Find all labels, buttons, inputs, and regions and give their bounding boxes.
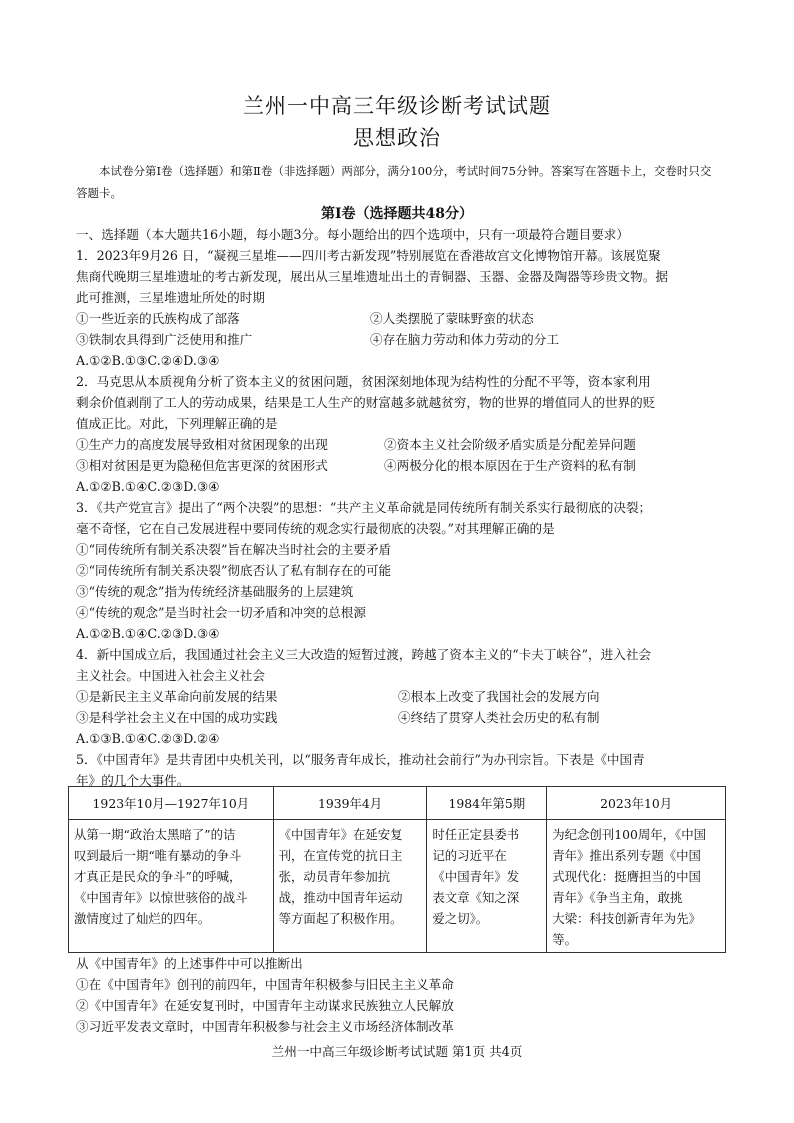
- table-cell: [427, 820, 547, 953]
- cell-line: 张，动员青年参加抗: [278, 869, 391, 884]
- q5-stem-line: 年》的几个大事件。: [76, 773, 190, 788]
- cell-line: 叹到最后一期“唯有暴动的争斗: [74, 848, 242, 863]
- q4-option: ④终结了贯穿人类社会历史的私有制: [398, 710, 600, 725]
- section-instructions: 一、选择题（本大题共16小题，每小题3分。每小题给出的四个选项中，只有一项最符合题目要求）: [76, 227, 629, 242]
- q4-answer-choices: A.①③B.①④C.②③D.②④: [76, 731, 220, 746]
- cell-line: 《中国青年》发: [432, 869, 520, 884]
- q5-option: ②《中国青年》在延安复刊时，中国青年主动谋求民族独立人民解放: [76, 998, 454, 1013]
- q1-stem-line: 此可推测，三星堆遗址所处的时期: [76, 290, 265, 305]
- q3-stem-line: 3．《共产党宣言》提出了“两个决裂”的思想：“共产主义革命就是同传统所有制关系实行最彻底的决裂；: [76, 500, 652, 515]
- cell-line: 表文章《知之深: [432, 890, 520, 905]
- table-cell: [69, 820, 274, 953]
- q1-stem-line: 焦商代晚期三星堆遗址的考古新发现，展出从三星堆遗址出土的青铜器、玉器、金器及陶器等珍贵文物。据: [76, 269, 668, 284]
- cell-line: 记的习近平在: [432, 848, 507, 863]
- table-cell: [273, 820, 427, 953]
- q2-stem-line: 剩余价值剥削了工人的劳动成果，结果是工人生产的财富越多就越贫穷，物的世界的增值同人的世界的贬: [76, 395, 656, 410]
- cell-line: 激情度过了灿烂的四年。: [74, 911, 211, 926]
- table-header-cell: 1923年10月—1927年10月: [69, 787, 274, 820]
- q1-option: ③铁制农具得到广泛使用和推广: [76, 332, 253, 347]
- cell-line: 战，推动中国青年运动: [278, 890, 403, 905]
- q1-option: ②人类摆脱了蒙昧野蛮的状态: [370, 311, 534, 326]
- page-footer: 兰州一中高三年级诊断考试试题 第1页 共4页: [271, 1044, 523, 1059]
- q2-stem-line: 值成正比。对此，下列理解正确的是: [76, 416, 278, 431]
- q5-stem-line: 5．《中国青年》是共青团中央机关刊，以“服务青年成长，推动社会前行”为办刊宗旨。下表是《中国青: [76, 752, 645, 767]
- cell-line: 才真正是民众的争斗”的呼喊，: [74, 869, 242, 884]
- q2-answer-choices: A.①②B.①④C.②③D.③④: [76, 479, 220, 494]
- table-header-cell: 1984年第5期: [427, 787, 547, 820]
- q4-stem-line: 4．新中国成立后，我国通过社会主义三大改造的短暂过渡，跨越了资本主义的“卡夫丁峡谷”，进入社会: [76, 647, 652, 662]
- section-heading: 第Ⅰ卷（选择题共48分）: [320, 206, 474, 222]
- cell-line: 《中国青年》以惊世骇俗的战斗: [74, 890, 248, 905]
- q3-stem-line: 毫不奇怪，它在自己发展进程中要同传统的观念实行最彻底的决裂。”对其理解正确的是: [76, 521, 555, 536]
- q4-option: ③是科学社会主义在中国的成功实践: [76, 710, 278, 725]
- cell-line: 时任正定县委书: [432, 827, 520, 842]
- q2-stem-line: 2．马克思从本质视角分析了资本主义的贫困问题，贫困深刻地体现为结构性的分配不平等，资本家利用: [76, 374, 651, 389]
- q5-prompt: 从《中国青年》的上述事件中可以推断出: [76, 956, 303, 971]
- q5-option: ③习近平发表文章时，中国青年积极参与社会主义市场经济体制改革: [76, 1019, 454, 1034]
- q1-answer-choices: A.①②B.①③C.②④D.③④: [76, 353, 220, 368]
- table-header-cell: 2023年10月: [547, 787, 726, 820]
- q5-option: ①在《中国青年》创刊的前四年，中国青年积极参与旧民主主义革命: [76, 977, 454, 992]
- q3-option: ②“同传统所有制关系决裂”彻底否认了私有制存在的可能: [76, 563, 392, 578]
- q2-option: ②资本主义社会阶级矛盾实质是分配差异问题: [384, 437, 636, 452]
- q3-answer-choices: A.①②B.①④C.②③D.③④: [76, 626, 220, 641]
- table-row: [69, 820, 726, 953]
- q4-stem-line: 主义社会。中国进入社会主义社会: [76, 668, 265, 683]
- q2-option: ④两极分化的根本原因在于生产资料的私有制: [384, 458, 636, 473]
- cell-line: 《中国青年》在延安复: [278, 827, 403, 842]
- q3-option: ③“传统的观念”指为传统经济基础服务的上层建筑: [76, 584, 354, 599]
- q1-stem-line: 1．2023年9月26 日，“凝视三星堆——四川考古新发现”特别展览在香港故宫文化博物馆开幕。该展览聚: [76, 248, 661, 263]
- cell-line: 式现代化：挺膺担当的中国: [552, 869, 701, 884]
- cell-line: 刊，在宣传党的抗日主: [278, 848, 403, 863]
- table-cell: [547, 820, 726, 953]
- cell-line: 大梁：科技创新青年为先》: [552, 911, 701, 926]
- q2-option: ①生产力的高度发展导致相对贫困现象的出现: [76, 437, 328, 452]
- q5-events-table: [68, 786, 726, 953]
- q1-option: ④存在脑力劳动和体力劳动的分工: [370, 332, 559, 347]
- q1-option: ①一些近亲的氏族构成了部落: [76, 311, 240, 326]
- cell-line: 为纪念创刊100周年，《中国: [552, 827, 706, 842]
- cell-line: 青年》《争当主角，敢挑: [552, 890, 683, 905]
- exam-title: 兰州一中高三年级诊断考试试题: [243, 94, 551, 118]
- exam-notice: 本试卷分第Ⅰ卷（选择题）和第Ⅱ卷（非选择题）两部分，满分100分，考试时间75分钟。答案写在答题卡上，交卷时只交答题卡。: [76, 164, 712, 200]
- cell-line: 等。: [552, 932, 578, 947]
- q4-option: ②根本上改变了我国社会的发展方向: [398, 689, 600, 704]
- cell-line: 青年》推出系列专题《中国: [552, 848, 701, 863]
- q4-option: ①是新民主主义革命向前发展的结果: [76, 689, 278, 704]
- cell-line: 爱之切》。: [432, 911, 489, 926]
- q3-option: ①“同传统所有制关系决裂”旨在解决当时社会的主要矛盾: [76, 542, 392, 557]
- table-header-row: [69, 787, 726, 820]
- q2-option: ③相对贫困是更为隐秘但危害更深的贫困形式: [76, 458, 328, 473]
- cell-line: 从第一期“政治太黑暗了”的诘: [74, 827, 236, 842]
- table-header-cell: 1939年4月: [273, 787, 427, 820]
- exam-subject: 思想政治: [353, 126, 441, 150]
- q3-option: ④“传统的观念”是当时社会一切矛盾和冲突的总根源: [76, 605, 366, 620]
- cell-line: 等方面起了积极作用。: [278, 911, 403, 926]
